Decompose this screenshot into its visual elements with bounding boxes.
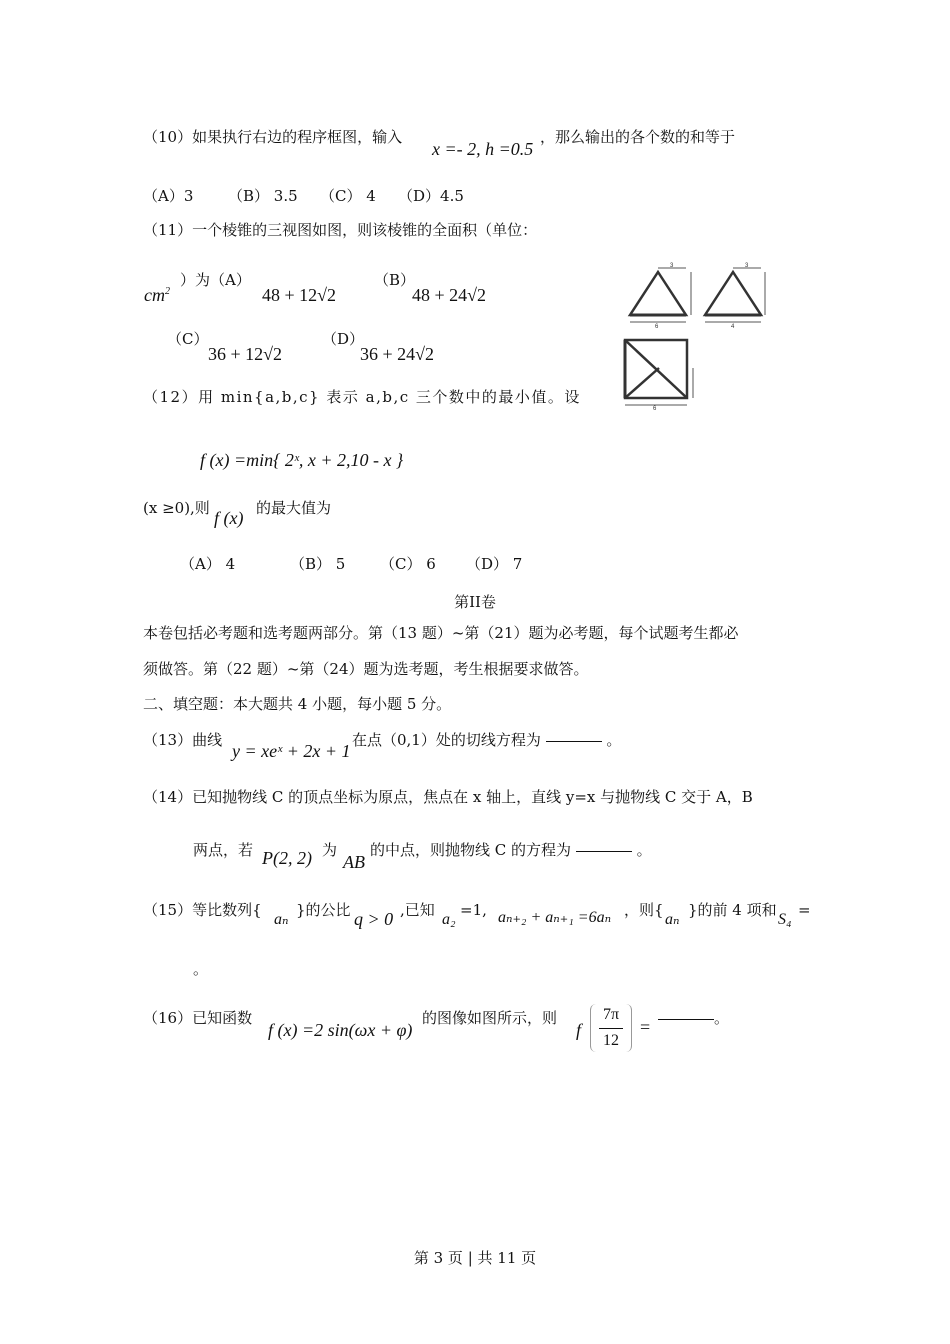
q12-text2: 的最大值为 xyxy=(256,499,332,517)
top-dim-bottom: 6 xyxy=(653,406,657,410)
q15-end: 。 xyxy=(193,960,209,978)
side-view-triangle xyxy=(705,272,761,315)
q10-text: （10）如果执行右边的程序框图，输入 xyxy=(143,128,403,146)
q15-s4: S₄ xyxy=(778,911,792,928)
q16-function: f (x) =2 sin(ωx + φ) xyxy=(268,1020,413,1040)
q14-ab: AB xyxy=(343,852,365,872)
q15-stem: （15）等比数列{ xyxy=(143,901,262,919)
q11-option-c: 36 + 12√2 xyxy=(208,344,283,364)
three-view-figure xyxy=(615,260,775,410)
q16-fraction xyxy=(590,1004,632,1052)
q12-option-d: （D） 7 xyxy=(466,555,523,573)
q16-answer-blank xyxy=(658,1018,714,1020)
q13-math: y = xeˣ + 2x + 1 xyxy=(232,741,351,761)
q16-answer: 。 xyxy=(658,1011,729,1026)
q12-option-b: （B） 5 xyxy=(290,555,346,573)
section-intro-line2: 须做答。第（22 题）~第（24）题为选考题，考生根据要求做答。 xyxy=(143,660,589,678)
q10-option-d: （D）4.5 xyxy=(398,187,464,205)
q14-line2a: 两点，若 xyxy=(193,841,254,859)
q14-line2c: 的中点，则抛物线 C 的方程为 。 xyxy=(370,841,652,859)
front-dim-bottom: 6 xyxy=(655,324,659,330)
part2-heading: 二、填空题：本大题共 4 小题，每小题 5 分。 xyxy=(143,695,452,713)
q10-option-c: （C） 4 xyxy=(320,187,376,205)
q11-label-c: （C） xyxy=(167,330,209,348)
q11-text2: ）为（A） xyxy=(180,271,251,289)
side-dim-bottom: 4 xyxy=(731,324,735,330)
q11-unit: $cm^2$ xyxy=(144,285,170,305)
q16-text2: 的图像如图所示，则 xyxy=(422,1009,558,1027)
q15-text6: }的前 4 项和 xyxy=(688,901,777,919)
front-view-triangle xyxy=(630,272,686,315)
q15-an2: aₙ xyxy=(665,911,680,928)
q11-option-a: 48 + 12√2 xyxy=(262,285,337,305)
q16-eq: = xyxy=(640,1017,651,1037)
front-dim-top: 3 xyxy=(670,263,674,269)
q12-option-c: （C） 6 xyxy=(380,555,436,573)
q13-text2: 在点（0,1）处的切线方程为 。 xyxy=(352,731,622,749)
q14-answer-blank xyxy=(576,850,632,852)
q16-stem: （16）已知函数 xyxy=(143,1009,253,1027)
section-intro-line1: 本卷包括必考题和选考题两部分。第（13 题）~第（21）题为必考题，每个试题考生都必 xyxy=(143,624,739,642)
q11-option-b: 48 + 24√2 xyxy=(412,285,487,305)
q14-point: P(2, 2) xyxy=(262,848,312,868)
q16-denominator: 12 xyxy=(603,1032,619,1049)
q15-an: aₙ xyxy=(274,911,289,928)
q12-option-a: （A） 4 xyxy=(180,555,236,573)
q11-option-d: 36 + 24√2 xyxy=(360,344,435,364)
q15-q: q > 0 xyxy=(354,909,394,929)
q10-option-a: （A）3 xyxy=(143,187,194,205)
q10-option-b: （B） 3.5 xyxy=(228,187,298,205)
q12-formula: f (x) =min{ 2ˣ, x + 2,10 - x } xyxy=(200,450,404,470)
q15-eq: = xyxy=(798,901,811,919)
q13-stem: （13）曲线 xyxy=(143,731,223,749)
q12-stem: （12）用 min{a,b,c} 表示 a,b,c 三个数中的最小值。设 xyxy=(143,388,581,406)
q15-recurrence: aₙ₊₂ + aₙ₊₁ =6aₙ xyxy=(498,909,612,926)
q10-text2: ，那么输出的各个数的和等于 xyxy=(540,128,736,146)
section-title: 第II卷 xyxy=(454,593,496,611)
q13-answer-blank xyxy=(546,740,602,742)
q14-line1: （14）已知抛物线 C 的顶点坐标为原点，焦点在 x 轴上，直线 y=x 与抛物线 C 交于 A，B xyxy=(143,788,753,806)
q12-condition: (x ≥0),则 xyxy=(143,499,210,517)
q11-label-b: （B） xyxy=(374,271,416,289)
q16-numerator: 7π xyxy=(602,1006,620,1023)
q15-text3: ,已知 xyxy=(400,901,435,919)
q11-label-d: （D） xyxy=(322,330,365,348)
q15-text4: =1, xyxy=(460,901,487,919)
q15-a2: a₂ xyxy=(442,911,456,928)
q14-line2b: 为 xyxy=(322,841,338,859)
q11-stem: （11）一个棱锥的三视图如图，则该棱锥的全面积（单位： xyxy=(143,221,538,239)
q15-text2: }的公比 xyxy=(296,901,351,919)
page-footer: 第 3 页 | 共 11 页 xyxy=(413,1249,537,1267)
side-dim-top: 3 xyxy=(745,263,749,269)
q10-stem xyxy=(143,130,402,145)
q16-f: f xyxy=(576,1020,582,1040)
q12-fx: f (x) xyxy=(214,508,244,528)
q15-text5: ，则{ xyxy=(624,901,664,919)
q10-math: x =- 2, h =0.5 xyxy=(432,139,534,159)
